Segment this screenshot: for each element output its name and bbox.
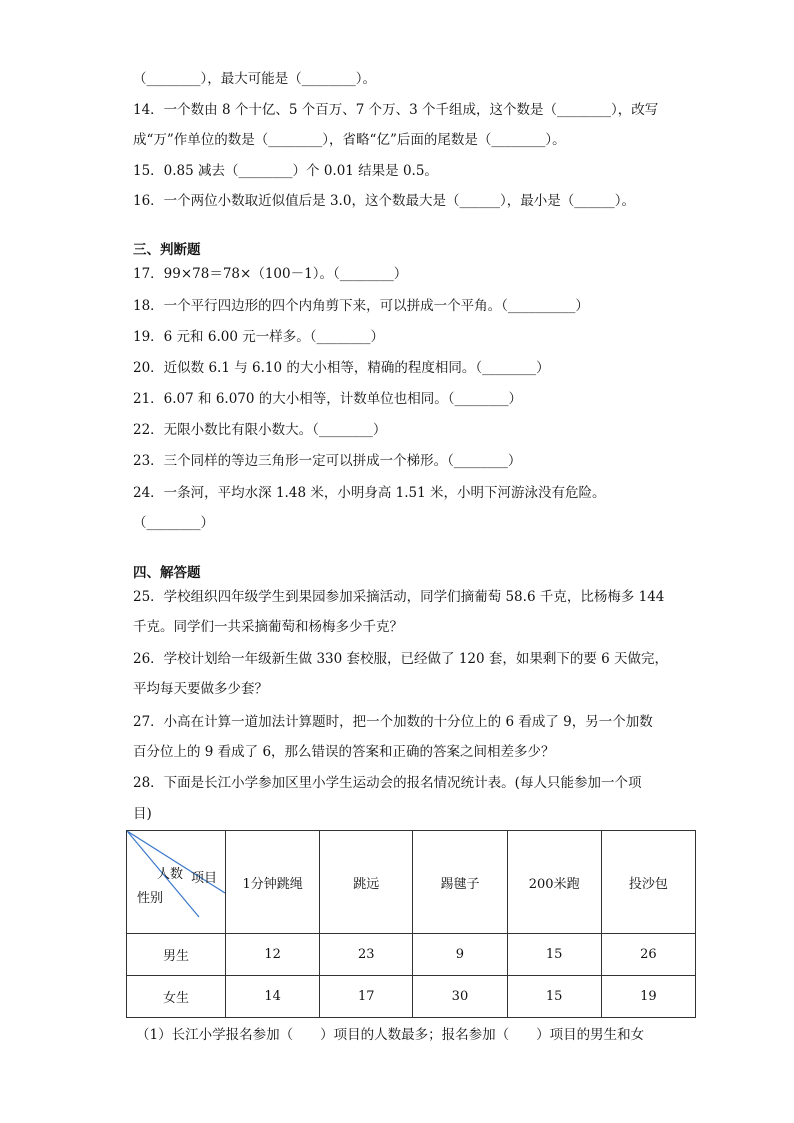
q13-continuation: （________），最大可能是（________）。 <box>133 71 376 87</box>
q14-line1: 14．一个数由 8 个十亿、5 个百万、7 个万、3 个千组成，这个数是（________），改写 <box>133 102 659 118</box>
section-4-heading: 四、解答题 <box>133 565 201 581</box>
table-cell: 26 <box>601 934 695 976</box>
q25-line1: 25．学校组织四年级学生到果园参加采摘活动，同学们摘葡萄 58.6 千克，比杨梅多 144 <box>133 589 665 605</box>
row-label: 女生 <box>127 976 226 1018</box>
table-header-row <box>127 831 696 934</box>
column-header: 踢毽子 <box>413 831 507 934</box>
diagonal-header-cell <box>127 831 226 934</box>
corner-label-item: 项目 <box>191 871 218 886</box>
q25-line2: 千克。同学们一共采摘葡萄和杨梅多少千克？ <box>133 619 403 635</box>
corner-label-count: 人数 <box>157 867 184 882</box>
q17: 17．99×78＝78×（100－1）。（________） <box>133 266 408 282</box>
column-header: 投沙包 <box>601 831 695 934</box>
table-cell: 15 <box>507 934 601 976</box>
table-cell: 9 <box>413 934 507 976</box>
q28-subquestion-1: （1）长江小学报名参加（ ）项目的人数最多；报名参加（ ）项目的男生和女 <box>136 1027 645 1043</box>
q28-line1: 28．下面是长江小学参加区里小学生运动会的报名情况统计表。(每人只能参加一个项 <box>133 775 642 791</box>
table-cell: 17 <box>320 976 413 1018</box>
corner-label-gender: 性别 <box>137 891 164 906</box>
q27-line1: 27．小高在计算一道加法计算题时，把一个加数的十分位上的 6 看成了 9，另一个加数 <box>133 714 653 730</box>
table-row <box>127 976 696 1018</box>
table-cell: 23 <box>320 934 413 976</box>
section-3-heading: 三、判断题 <box>133 242 201 258</box>
q19: 19．6 元和 6.00 元一样多。（________） <box>133 329 384 345</box>
q28-line2: 目) <box>133 806 152 822</box>
column-header: 200米跑 <box>507 831 601 934</box>
q20: 20．近似数 6.1 与 6.10 的大小相等，精确的程度相同。（________） <box>133 360 550 376</box>
column-header: 1分钟跳绳 <box>226 831 320 934</box>
registration-table <box>126 830 696 1018</box>
q22: 22．无限小数比有限小数大。（________） <box>133 422 387 438</box>
q26-line1: 26．学校计划给一年级新生做 330 套校服，已经做了 120 套，如果剩下的要 6 天做完， <box>133 651 669 667</box>
q24-line2: （________） <box>133 515 214 531</box>
table-cell: 30 <box>413 976 507 1018</box>
q27-line2: 百分位上的 9 看成了 6，那么错误的答案和正确的答案之间相差多少？ <box>133 744 555 760</box>
q23: 23．三个同样的等边三角形一定可以拼成一个梯形。（________） <box>133 453 522 469</box>
q24-line1: 24．一条河，平均水深 1.48 米，小明身高 1.51 米，小明下河游泳没有危险。 <box>133 485 606 501</box>
q21: 21．6.07 和 6.070 的大小相等，计数单位也相同。（________） <box>133 391 523 407</box>
q15: 15．0.85 减去（________）个 0.01 结果是 0.5。 <box>133 163 438 179</box>
q16: 16．一个两位小数取近似值后是 3.0，这个数最大是（______），最小是（______）。 <box>133 193 635 209</box>
q26-line2: 平均每天要做多少套？ <box>133 681 268 697</box>
table-cell: 14 <box>226 976 320 1018</box>
table-cell: 15 <box>507 976 601 1018</box>
table-row <box>127 934 696 976</box>
column-header: 跳远 <box>320 831 413 934</box>
table-cell: 12 <box>226 934 320 976</box>
q14-line2: 成“万”作单位的数是（________），省略“亿”后面的尾数是（________）。 <box>133 132 566 148</box>
table-cell: 19 <box>601 976 695 1018</box>
q18: 18．一个平行四边形的四个内角剪下来，可以拼成一个平角。（__________） <box>133 298 589 314</box>
row-label: 男生 <box>127 934 226 976</box>
